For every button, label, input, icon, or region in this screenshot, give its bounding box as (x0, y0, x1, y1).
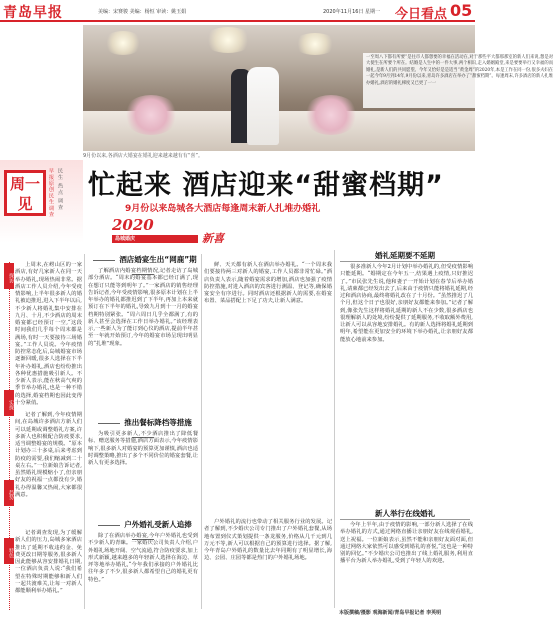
sidebar-tab: 探访 (4, 263, 14, 289)
badge-text: 岛城婚庆 (112, 235, 198, 243)
flower-decoration (123, 95, 179, 135)
wedding-couple (231, 63, 279, 145)
column-divider (201, 254, 202, 609)
column-badge: 周一见 (4, 170, 46, 216)
ceiling-light (203, 27, 253, 53)
section-heading: 户外婚礼受新人追捧 (88, 518, 198, 532)
page-number: 05 (450, 1, 473, 20)
section-title: 今日看点 (395, 7, 448, 22)
newspaper-logo: 青岛早报 (3, 5, 63, 21)
sidebar-tab: 趋势 (4, 480, 14, 506)
article-column: 很多准新人今年2月计划中举办婚礼的,但受疫情影响只能延期。“婚期定在今年五一,结果遇上疫情,只好推迟了。”市民张先生说,他和妻子一开始计划在春节后举办婚礼,请柬都已经发出去了,后来由于疫情只能将婚礼延期,经过和酒店协商,最终将婚礼改在了十月份。“虽然推迟了几个月,但这个日子也很好,亲朋好友都能来参加。”记者了解到,像张先生这样将婚礼延期的新人不在少数,很多酒店也很理解新人的处境,纷纷提供了延期服务,不收取额外费用,让新人可以从容地安排婚礼。有的新人选择将婚礼延期到明年,希望能在更加安全的环境下举办婚礼,让亲朋好友都能放心地前来参加。 (340, 264, 473, 343)
photo-caption: 9月份以来,各酒店大婚宴在婚礼迎来越来越有有“喜”。 (83, 153, 203, 159)
sidebar-tab: 实探 (4, 390, 14, 416)
article-column: 除了在酒店举办婚宴,今年户外婚礼也受到不少新人的青睐。一家婚庆公司负责人介绍,户外婚礼场地开阔、空气流通,符合防疫要求,加上形式新颖,越来越多的年轻新人选择在海边、草坪等地举办婚礼,“今年我们承接的户外婚礼比往年多了不少,很多新人都希望自己的婚礼更有特色。” (88, 533, 198, 583)
year-badge (112, 216, 242, 244)
column-divider (84, 254, 85, 609)
article-column: 上周末,在崂山区的一家酒店,有好几家新人在同一天举办婚礼,现场热闹非常。据酒店工作人员介绍,今年受疫情影响,上半年很多新人的婚礼被迫推迟,进入下半年以后,不少新人将婚礼集中安排在九月、十月,不少酒店的周末婚宴都已经预订一空,“这段时间我们几乎每个周末都是满场,有时一天要接待三场婚宴。”工作人员说。今年疫情防控常态化后,岛城婚宴市场逐渐回暖,很多人选择在下半年补办婚礼,酒店也纷纷推出各种优惠措施吸引新人。不少新人表示,能在秋高气爽的季节举办婚礼,也是一种不错的选择,婚宴档期也因此变得十分紧俏。 (15, 262, 82, 406)
issue-date: 2020年11月16日 星期一 (323, 9, 381, 15)
article-column: 记者调查发现,为了缓解新人们的压力,岛城多家酒店推出了延期不收违约金、免费更改日期等服务,很多新人因此能够从容安排婚礼日期,一位酒店负责人说:“我们希望在特殊时期能够和新人们一起共渡难关,让每一对新人都能顺利举办婚礼。” (15, 530, 82, 594)
ceiling-light (293, 33, 337, 55)
article-column: 了解酒店内婚宴档期情况,记者走访了岛城部分酒店。“周末的婚宴基本都已经订满了,现在想订只能等到明年了。”一家酒店的销售经理告诉记者,今年受疫情影响,很多原本计划在上半年举办的婚礼都推迟到了下半年,再加上本来就预订在下半年的婚礼,导致九月到十一月的婚宴档期特别紧张。“周六周日几乎全都满了,有的新人甚至会选择在工作日举办婚礼。”该经理表示,一些新人为了能订到心仪的酒店,提前半年甚至一年就开始预订,今年的婚宴市场呈现出明显的“扎堆”现象。 (88, 268, 198, 347)
flower-decoration (303, 95, 359, 135)
badge-suffix: 新喜 (202, 232, 224, 245)
section-heading: 婚礼延期要不延期 (340, 250, 470, 262)
subheadline: 9月份以来岛城各大酒店每逢周末新人扎堆办婚礼 (125, 204, 321, 214)
column-subtitle: 早报原创民生调查 (48, 168, 54, 218)
byline-footer: 本版撰稿/摄影 观海新闻/青岛早报记者 李英明 (339, 610, 442, 616)
article-column: 今年上半年,由于疫情的影响,一部分新人选择了在线举办婚礼的方式,通过网络直播让亲朋好友在线观看婚礼,送上祝福。一位新娘表示,虽然不能和亲朋好友面对面,但通过网络大家依然可以感受到婚礼的喜悦,“这也是一种特别的回忆。”不少婚庆公司也推出了线上婚礼服务,利用直播平台为新人举办婚礼,受到了年轻人的欢迎。 (340, 522, 473, 565)
sidebar-tab: 特色 (4, 538, 14, 564)
column-divider (334, 250, 335, 608)
ceiling-light (103, 31, 143, 55)
headline: 忙起来 酒店迎来“甜蜜档期” (88, 170, 444, 201)
column-tags: 民生 热点 调查 (57, 168, 63, 211)
wedding-banquet-photo (83, 25, 554, 151)
badge-year: 2020 (112, 216, 154, 234)
article-column: 户外婚礼的流行也带动了相关服务行业的发展。记者了解到,不少婚庆公司专门推出了户外婚礼套餐,从场地布置到仪式策划提供一条龙服务,价格从几千元到几万元不等,新人可以根据自己的预算进行选择。据了解,今年青岛户外婚礼的数量比去年同期有了明显增长,海边、公园、庄园等都是热门的户外婚礼场地。 (204, 519, 332, 562)
photo-overlay-text: 一至周八下都有所要“是往市人都想要的幸福在活动在,对于那些平大都那那室的新人们来说,想是对大使生在所要个所在。结婚是人生中的一件大事,两个相识,走入婚姻殿堂,来是要要举行又幸福的而婚礼,是新人们的共同愿望。今年又恰好是是适当“黄金周”的2020年,本是工作在同一份,很多夫妇在一起今年9月到14年,9月份以来,青岛许多酒店在举办了“甜蜜档期”。每逢周末,许多酒店的新人扎堆办婚礼,酒店的婚礼梯度又已更了一一 (363, 53, 556, 108)
article-column: 鲜、天天都有新人在酒店举办婚礼。“一个周末我们要接待两三对新人的婚宴,工作人员都非常忙碌。”酒店负责人表示,随着婚宴需求的增加,酒店也加强了疫情防控措施,对进入酒店的宾客进行测温、登记等,确保婚宴安全有序进行。同时酒店还根据新人的需要,在婚宴布置、菜品搭配上下足了功夫,让新人满意。 (204, 262, 332, 305)
section-heading: 新人举行在线婚礼 (340, 508, 470, 520)
bride-figure (247, 67, 279, 145)
article-column: 为吸引更多新人,不少酒店推出了降低餐标、赠送服务等措施,酒店方面表示,今年疫情影响下,很多新人对婚宴的预算更加谨慎,酒店也适时调整策略,推出了多个不同价位的婚宴套餐,让新人有更多选择。 (88, 431, 198, 466)
editor-credits: 美编：宋赛骏 美编：杨恒 审读：姚玉娟 (98, 9, 187, 15)
article-column: 记者了解到,今年疫情期间,在岛城许多酒店方新人们可以延期或调整婚礼方案,许多新人也积极配合防疫要求,适当调整婚宴的规模。“原本计划办三十多桌,后来考虑到防疫的需要,我们缩减到二十桌左右。”一位新娘告诉记者,虽然婚礼规模缩小了,但亲朋好友的祝福一点都没有少,婚礼办得温馨又热闹,大家都很满意。 (15, 412, 82, 498)
section-heading: 推出餐标降档等措施 (88, 416, 198, 430)
section-heading: 酒店婚宴生出“网鹿”期 (88, 253, 198, 267)
